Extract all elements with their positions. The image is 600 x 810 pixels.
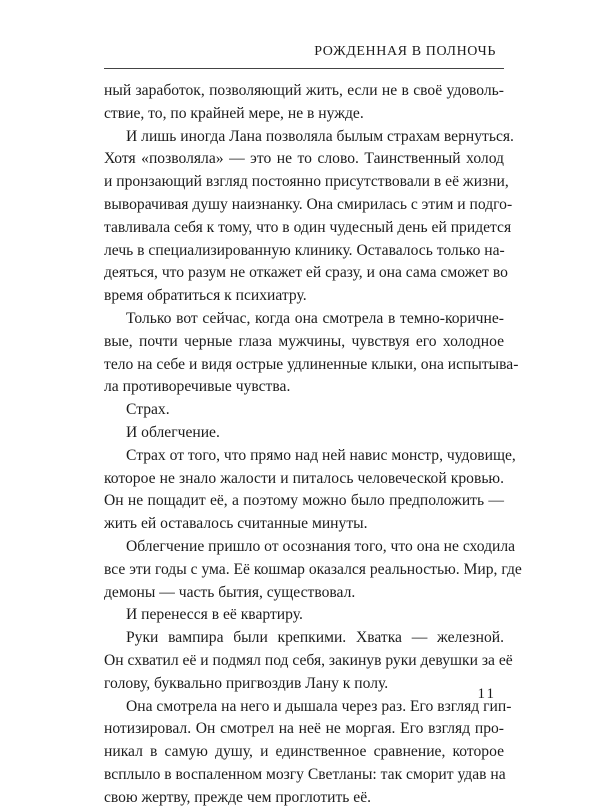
- text-line: Он не пощадит её, а поэтому можно было предположить —: [104, 492, 504, 510]
- text-line: Она смотрела на него и дышала через раз. Его взгляд гип-: [126, 697, 512, 715]
- text-line: деяться, что разум не откажет ей сразу, и она сама сможет во: [104, 264, 508, 282]
- text-line: и пронзающий взгляд постоянно присутствовали в её жизни,: [104, 173, 509, 191]
- text-line: И лишь иногда Лана позволяла былым страхам вернуться.: [126, 127, 514, 145]
- text-line: Только вот сейчас, когда она смотрела в темно-коричне-: [126, 309, 504, 327]
- text-line: Страх.: [126, 401, 170, 419]
- header-rule: [104, 68, 504, 69]
- text-line: И облегчение.: [126, 423, 220, 441]
- text-line: ный заработок, позволяющий жить, если не в своё удоволь-: [104, 82, 504, 99]
- text-line: выворачивая душу наизнанку. Она смирилась с этим и подго-: [104, 195, 513, 213]
- text-line: лечь в специализированную клинику. Оставалось только на-: [104, 241, 505, 259]
- text-line: демоны — часть бытия, существовал.: [104, 583, 356, 601]
- text-line: И перенесся в её квартиру.: [126, 606, 303, 624]
- text-line: Облегчение пришло от осознания того, что она не сходила: [126, 537, 516, 555]
- text-line: голову, буквально пригвоздив Лану к полу.: [104, 674, 389, 692]
- text-line: время обратиться к психиатру.: [104, 287, 307, 305]
- text-line: Он схватил её и подмял под себя, закинув руки девушки за её: [104, 651, 513, 669]
- text-line: тело на себе и видя острые удлиненные клыки, она испытыва-: [104, 355, 519, 373]
- running-head-title: РОЖДЕННАЯ В ПОЛНОЧЬ: [314, 44, 496, 59]
- text-line: Хотя «позволяла» — это не то слово. Таинственный холод: [104, 150, 504, 168]
- text-line: нотизировал. Он смотрел на неё не моргая. Его взгляд про-: [104, 720, 504, 738]
- text-line: вые, почти черные глаза мужчины, чувствуя его холодное: [104, 332, 504, 350]
- text-line: все эти годы с ума. Её кошмар оказался реальностью. Мир, где: [104, 560, 522, 578]
- text-line: Руки вампира были крепкими. Хватка — железной.: [126, 629, 504, 647]
- text-line: тавливала себя к тому, что в один чудесный день ей придется: [104, 218, 512, 236]
- text-line: которое не знало жалости и питалось человеческой кровью.: [104, 469, 504, 487]
- text-line: никал в самую душу, и единственное сравнение, которое: [104, 743, 504, 761]
- text-line: всплыло в воспаленном мозгу Светланы: так сморит удав на: [104, 765, 506, 783]
- body-text: [104, 80, 522, 810]
- text-line: Страх от того, что прямо над ней навис монстр, чудовище,: [126, 446, 516, 464]
- text-line: жить ей оставалось считанные минуты.: [104, 515, 368, 533]
- text-line: свою жертву, прежде чем проглотить её.: [104, 788, 372, 806]
- text-line: ла противоречивые чувства.: [104, 378, 291, 396]
- page-number: 11: [477, 686, 496, 702]
- text-line: ствие, то, по крайней мере, не в нужде.: [104, 104, 364, 122]
